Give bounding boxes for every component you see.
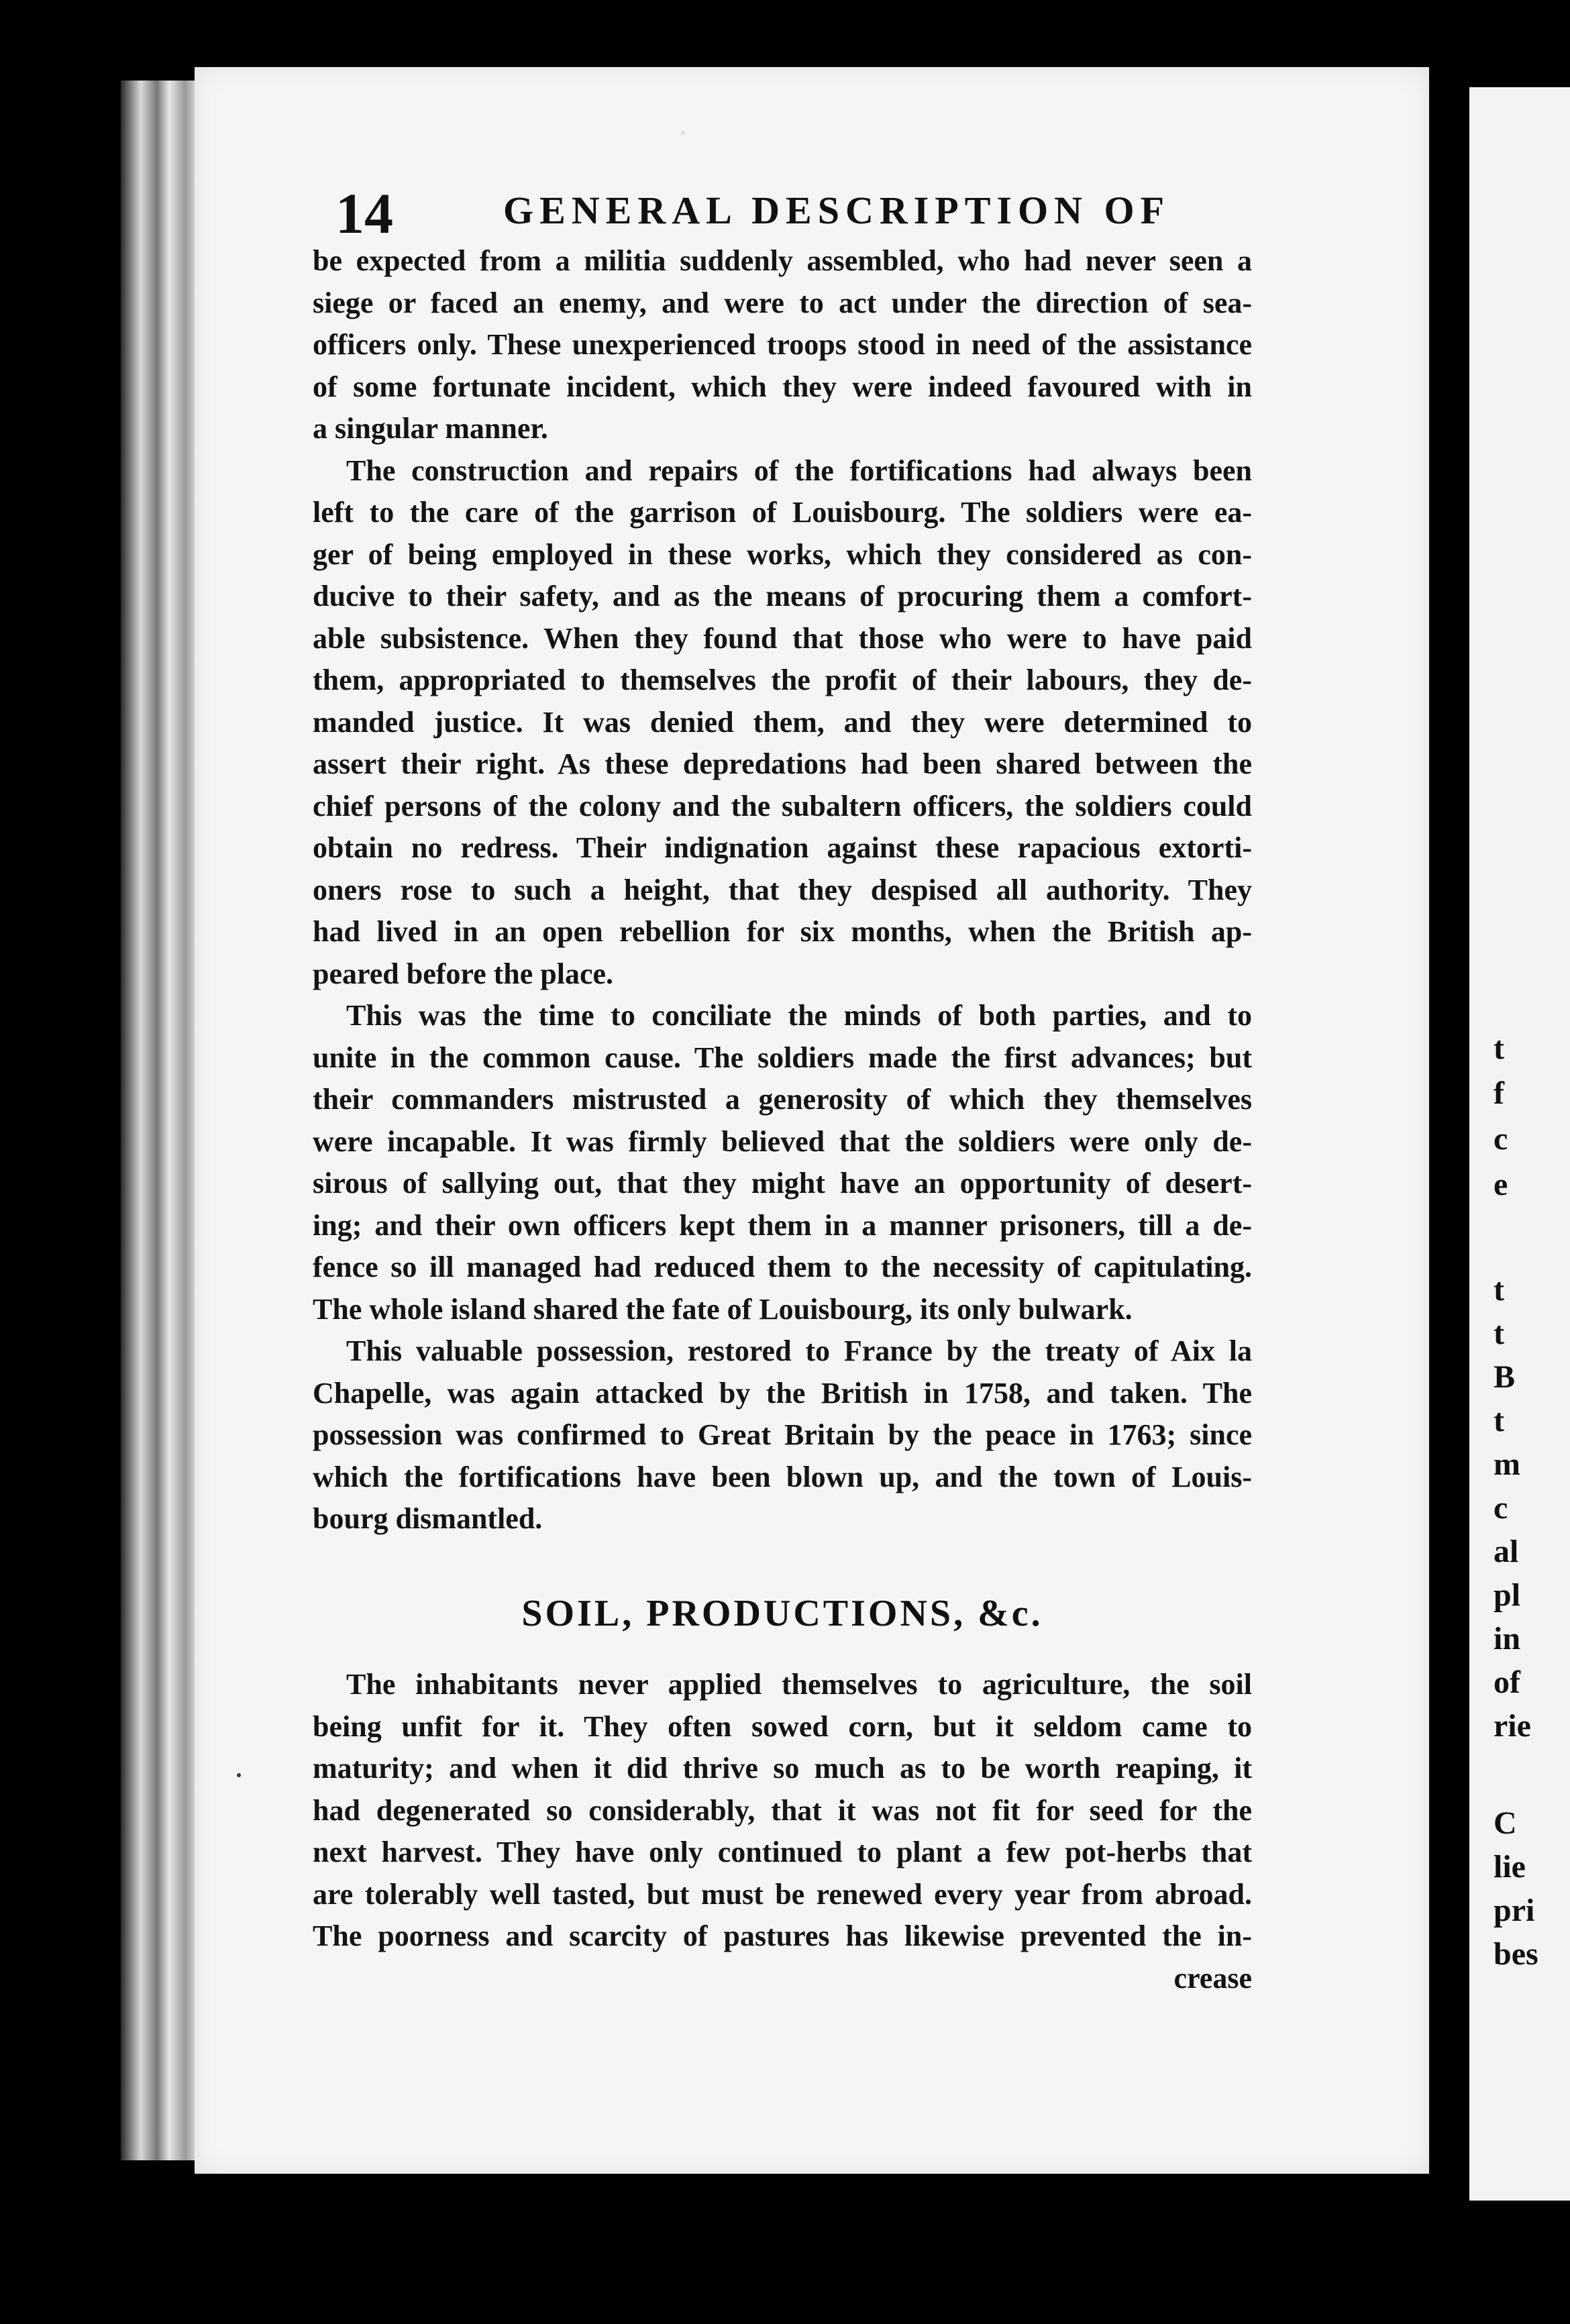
facing-page-fragment: e [1494,1167,1508,1202]
facing-page-fragment: in [1494,1621,1521,1656]
facing-page-fragment: t [1494,1316,1504,1351]
text-line: possession was confirmed to Great Britain by the peace in 1763; since [313,1418,1252,1451]
facing-page-fragment: m [1494,1446,1520,1482]
text-line: which the fortifications have been blown up, and the town of Louis- [313,1460,1252,1493]
catchword: crease [1173,1961,1252,1995]
facing-page-fragment: t [1494,1403,1504,1438]
text-line: had degenerated so considerably, that it was not fit for seed for the [313,1793,1252,1827]
text-line: a singular manner. [313,412,548,445]
text-line: sirous of sallying out, that they might have an opportunity of desert- [313,1167,1252,1200]
text-line: chief persons of the colony and the subaltern officers, the soldiers could [313,789,1252,823]
text-line: assert their right. As these depredations had been shared between the [313,747,1252,780]
text-line: unite in the common cause. The soldiers made the first advances; but [313,1041,1252,1074]
facing-page-fragment: of [1494,1665,1520,1700]
book-page [195,67,1429,2174]
text-line: officers only. These unexperienced troops stood in need of the assistance [313,328,1252,361]
facing-page-fragment: rie [1494,1708,1531,1744]
text-line: The construction and repairs of the fortifications had always been [346,454,1252,487]
facing-page-fragment: bes [1494,1936,1538,1972]
facing-page-fragment: lie [1494,1849,1526,1885]
text-line: are tolerably well tasted, but must be renewed every year from abroad. [313,1877,1252,1911]
facing-page-fragment: al [1494,1534,1519,1569]
facing-page-fragment: c [1494,1490,1508,1526]
facing-page-fragment: pri [1494,1893,1535,1928]
paragraph [313,995,1252,1330]
text-line: peared before the place. [313,957,614,990]
paper-speck [237,1773,241,1777]
text-line: had lived in an open rebellion for six months, when the British ap- [313,915,1252,948]
text-line: obtain no redress. Their indignation against these rapacious extorti- [313,831,1252,864]
text-line: ger of being employed in these works, which they considered as con- [313,537,1252,571]
facing-page-fragment: B [1494,1359,1516,1395]
text-line: being unfit for it. They often sowed corn, but it seldom came to [313,1709,1252,1743]
paragraph [313,1664,1252,1958]
text-line: next harvest. They have only continued to plant a few pot-herbs that [313,1836,1252,1868]
page-number: 14 [335,181,393,246]
text-line: siege or faced an enemy, and were to act under the direction of sea- [313,286,1252,319]
text-line: left to the care of the garrison of Louisbourg. The soldiers were ea- [313,496,1252,529]
facing-page-fragment: t [1494,1031,1504,1066]
paper-speck [681,131,685,135]
text-line: them, appropriated to themselves the profit of their labours, they de- [313,664,1252,696]
text-line: maturity; and when it did thrive so much as to be worth reaping, it [313,1752,1252,1785]
text-line: ducive to their safety, and as the means of procuring them a comfort- [313,580,1252,613]
text-line: The whole island shared the fate of Louisbourg, its only bulwark. [313,1292,1133,1326]
facing-page-fragment: C [1494,1805,1517,1841]
text-line: able subsistence. When they found that those who were to have paid [313,621,1252,655]
text-line: This was the time to conciliate the minds of both parties, and to [346,999,1252,1032]
text-line: This valuable possession, restored to France by the treaty of Aix la [346,1334,1252,1367]
facing-page-fragment: pl [1494,1577,1521,1613]
book-spine-edge [121,81,201,2160]
facing-page-fragment: t [1494,1272,1504,1308]
facing-page-edge [1469,87,1570,2201]
text-line: manded justice. It was denied them, and they were determined to [313,705,1252,739]
text-line: fence so ill managed had reduced them to the necessity of capitulating. [313,1251,1252,1283]
text-line: of some fortunate incident, which they were indeed favoured with in [313,370,1252,403]
paragraph [313,1330,1252,1540]
facing-page-fragment: f [1494,1075,1504,1111]
section-heading: SOIL, PRODUCTIONS, &c. [521,1592,1043,1634]
text-line: bourg dismantled. [313,1502,543,1535]
text-line: oners rose to such a height, that they despised all authority. They [313,873,1252,906]
paragraph [313,240,1252,450]
text-line: ing; and their own officers kept them in a manner prisoners, till a de- [313,1208,1252,1242]
paragraph [313,450,1252,996]
text-line: be expected from a militia suddenly assembled, who had never seen a [313,244,1252,277]
body-text [313,240,1252,1999]
text-line: The poorness and scarcity of pastures has likewise prevented the in- [313,1919,1252,1952]
facing-page-fragment: c [1494,1121,1508,1157]
page-header [335,180,1409,247]
text-line: The inhabitants never applied themselves to agriculture, the soil [346,1668,1252,1701]
text-line: were incapable. It was firmly believed that the soldiers were only de- [313,1124,1252,1158]
running-head: GENERAL DESCRIPTION OF [503,189,1171,232]
text-line: their commanders mistrusted a generosity of which they themselves [313,1083,1252,1116]
text-line: Chapelle, was again attacked by the British in 1758, and taken. The [313,1376,1252,1410]
